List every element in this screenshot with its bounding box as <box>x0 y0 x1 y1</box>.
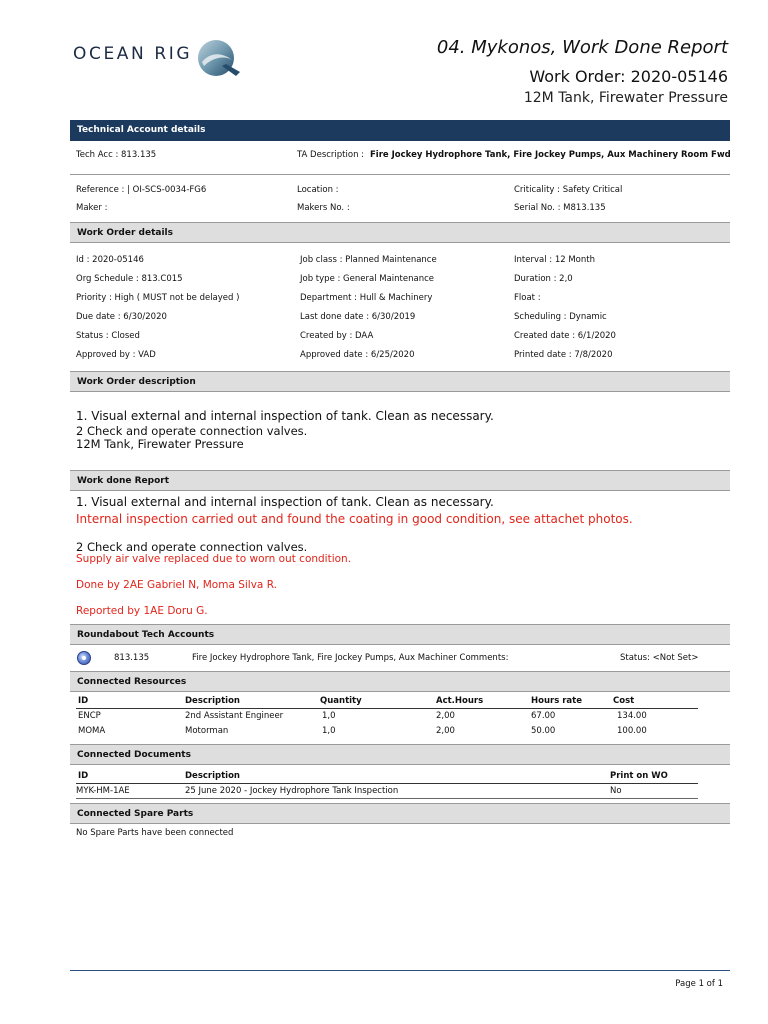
resource-row-1-act-hours: 2,00 <box>436 711 455 721</box>
section-header-work-done-report: Work done Report <box>70 470 730 491</box>
resources-header-id: ID <box>78 696 89 706</box>
document-row-description: 25 June 2020 - Jockey Hydrophore Tank Inspection <box>185 786 399 796</box>
work-order-title: Work Order: 2020-05146 <box>529 67 728 86</box>
document-title: 04. Mykonos, Work Done Report <box>436 37 728 58</box>
ocean-rig-logo-icon <box>196 38 242 78</box>
report-line-6: Reported by 1AE Doru G. <box>76 605 208 617</box>
divider <box>70 174 730 175</box>
section-header-connected-documents: Connected Documents <box>70 744 730 765</box>
section-header-roundabout: Roundabout Tech Accounts <box>70 624 730 645</box>
wo-created-by: Created by : DAA <box>300 331 374 341</box>
wo-id: Id : 2020-05146 <box>76 255 144 265</box>
resource-row-1-quantity: 1,0 <box>322 711 336 721</box>
resource-row-1-description: 2nd Assistant Engineer <box>185 711 284 721</box>
resource-row-1-id: ENCP <box>78 711 101 721</box>
resource-row-1-cost: 134.00 <box>617 711 647 721</box>
documents-header-print-on-wo: Print on WO <box>610 771 668 781</box>
location: Location : <box>297 185 339 195</box>
description-line-2: 2 Check and operate connection valves. <box>76 424 308 438</box>
wo-priority: Priority : High ( MUST not be delayed ) <box>76 293 240 303</box>
footer-divider <box>70 970 730 971</box>
spare-parts-message: No Spare Parts have been connected <box>76 828 234 838</box>
maker: Maker : <box>76 203 108 213</box>
wo-org-schedule: Org Schedule : 813.C015 <box>76 274 183 284</box>
document-row-print-on-wo: No <box>610 786 622 796</box>
reference: Reference : | OI-SCS-0034-FG6 <box>76 185 207 195</box>
wo-scheduling: Scheduling : Dynamic <box>514 312 607 322</box>
resource-row-2-quantity: 1,0 <box>322 726 336 736</box>
wo-job-type: Job type : General Maintenance <box>300 274 434 284</box>
resource-row-2-hours-rate: 50.00 <box>531 726 556 736</box>
wo-duration: Duration : 2,0 <box>514 274 573 284</box>
table-header-divider <box>76 708 698 709</box>
resource-row-1-hours-rate: 67.00 <box>531 711 556 721</box>
roundabout-acc: 813.135 <box>114 653 150 663</box>
description-line-1: 1. Visual external and internal inspection of tank. Clean as necessary. <box>76 409 494 423</box>
resource-row-2-description: Motorman <box>185 726 229 736</box>
criticality: Criticality : Safety Critical <box>514 185 623 195</box>
section-header-connected-spare-parts: Connected Spare Parts <box>70 803 730 824</box>
report-line-4: Supply air valve replaced due to worn out condition. <box>76 553 352 565</box>
wo-due-date: Due date : 6/30/2020 <box>76 312 167 322</box>
wo-last-done-date: Last done date : 6/30/2019 <box>300 312 416 322</box>
wo-approved-by: Approved by : VAD <box>76 350 156 360</box>
wo-job-class: Job class : Planned Maintenance <box>300 255 437 265</box>
report-line-3: 2 Check and operate connection valves. <box>76 540 308 554</box>
wo-created-date: Created date : 6/1/2020 <box>514 331 616 341</box>
wo-interval: Interval : 12 Month <box>514 255 595 265</box>
wo-float: Float : <box>514 293 541 303</box>
page-number: Page 1 of 1 <box>675 979 723 989</box>
makers-no: Makers No. : <box>297 203 350 213</box>
roundabout-status: Status: <Not Set> <box>620 653 699 663</box>
work-order-subtitle: 12M Tank, Firewater Pressure <box>523 90 728 106</box>
report-line-5: Done by 2AE Gabriel N, Moma Silva R. <box>76 579 277 591</box>
resource-row-2-id: MOMA <box>78 726 106 736</box>
section-header-work-order-details: Work Order details <box>70 222 730 243</box>
section-header-technical-account: Technical Account details <box>70 120 730 141</box>
resource-row-2-act-hours: 2,00 <box>436 726 455 736</box>
wo-status: Status : Closed <box>76 331 140 341</box>
roundabout-description: Fire Jockey Hydrophore Tank, Fire Jockey Pumps, Aux Machiner Comments: <box>192 653 509 663</box>
serial-no: Serial No. : M813.135 <box>514 203 606 213</box>
ta-description-value: Fire Jockey Hydrophore Tank, Fire Jockey Pumps, Aux Machinery Room Fwd <box>370 150 731 160</box>
wo-department: Department : Hull & Machinery <box>300 293 433 303</box>
resources-header-cost: Cost <box>613 696 635 706</box>
document-row-id: MYK-HM-1AE <box>76 786 130 796</box>
report-line-2: Internal inspection carried out and found the coating in good condition, see attachet photos. <box>76 512 633 526</box>
ta-description-label: TA Description : <box>297 150 365 160</box>
resources-header-quantity: Quantity <box>320 696 362 706</box>
wo-approved-date: Approved date : 6/25/2020 <box>300 350 415 360</box>
resources-header-description: Description <box>185 696 240 706</box>
documents-header-description: Description <box>185 771 240 781</box>
table-header-divider <box>76 783 698 784</box>
resources-header-act-hours: Act.Hours <box>436 696 484 706</box>
table-row-divider <box>76 798 698 799</box>
tech-acc: Tech Acc : 813.135 <box>76 150 157 160</box>
section-header-work-order-description: Work Order description <box>70 371 730 392</box>
status-radio-icon[interactable] <box>77 651 91 665</box>
company-logo-text: OCEAN RIG <box>73 44 193 64</box>
description-line-3: 12M Tank, Firewater Pressure <box>76 437 244 451</box>
resources-header-hours-rate: Hours rate <box>531 696 582 706</box>
wo-printed-date: Printed date : 7/8/2020 <box>514 350 613 360</box>
report-line-1: 1. Visual external and internal inspection of tank. Clean as necessary. <box>76 495 494 509</box>
documents-header-id: ID <box>78 771 89 781</box>
resource-row-2-cost: 100.00 <box>617 726 647 736</box>
section-header-connected-resources: Connected Resources <box>70 671 730 692</box>
